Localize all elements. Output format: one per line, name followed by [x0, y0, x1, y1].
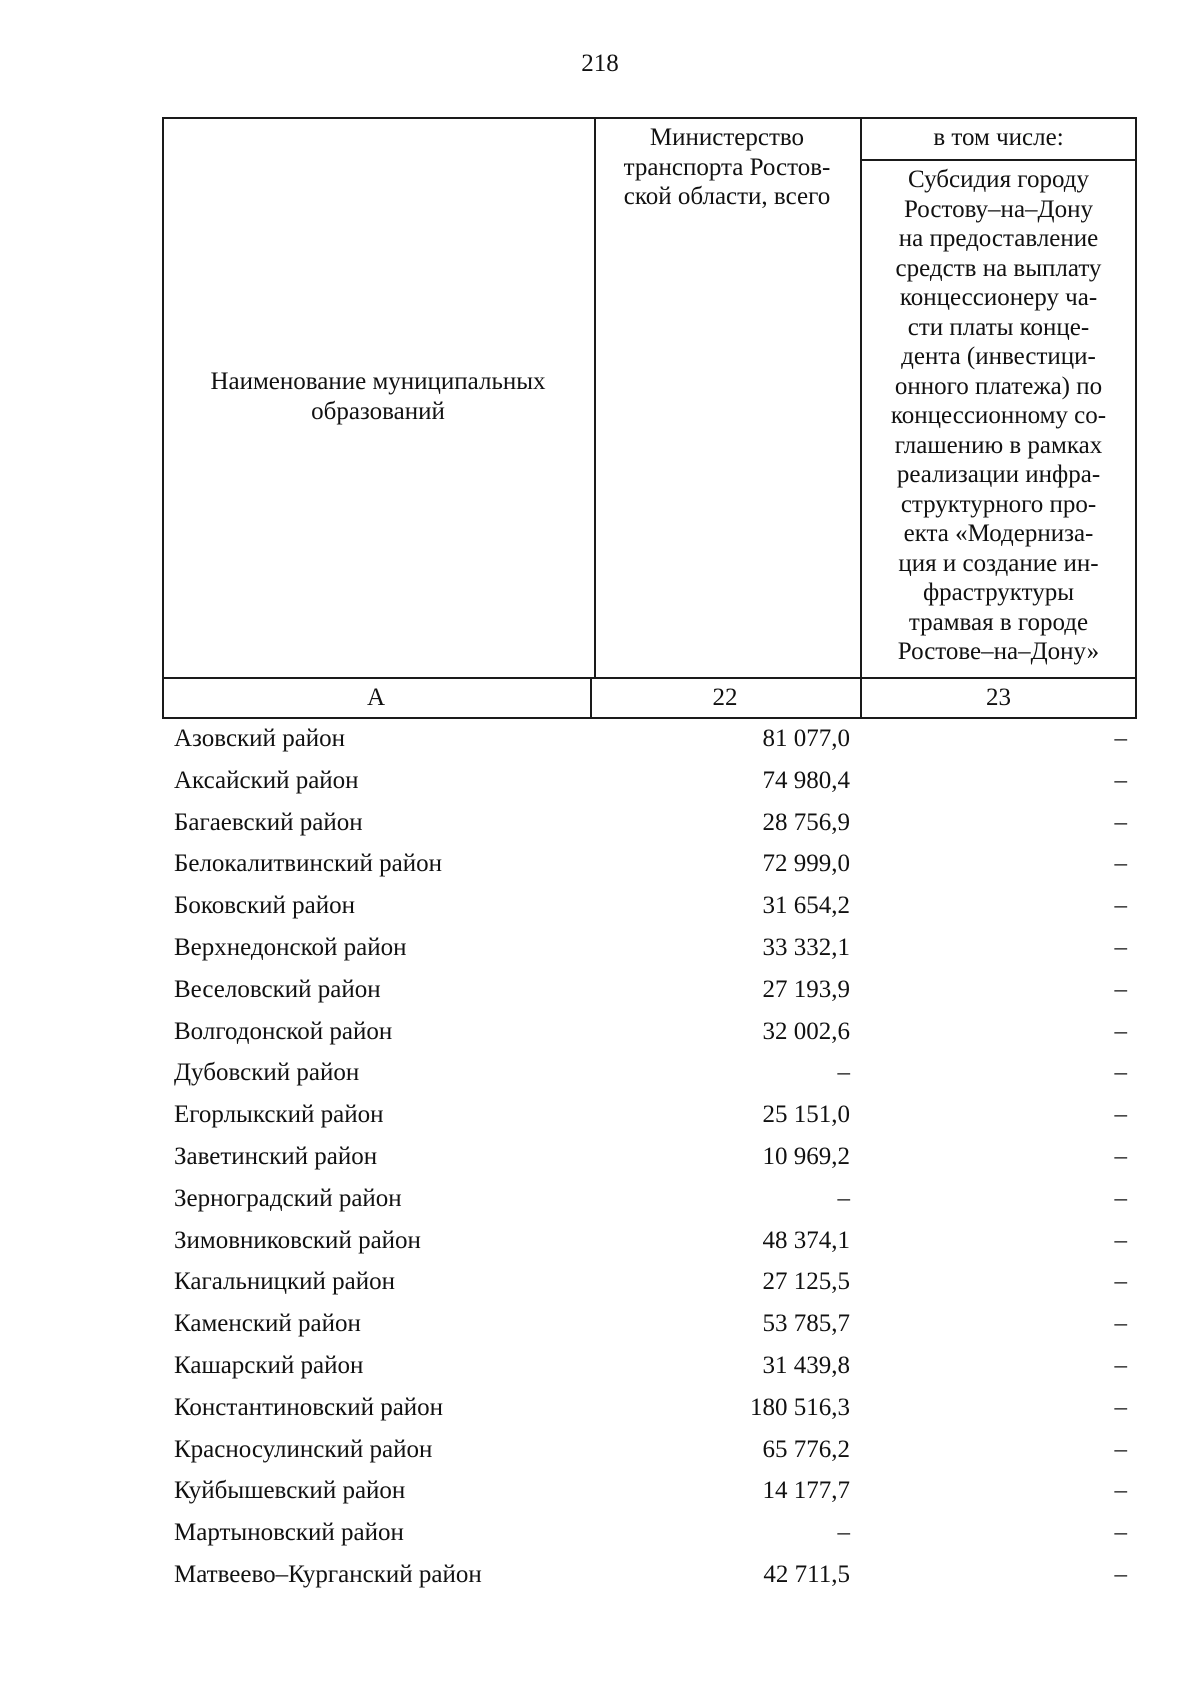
table-row — [0, 719, 1200, 761]
header-subsidy-column — [860, 165, 1137, 667]
row-subsidy: – — [1114, 892, 1127, 920]
table-row — [0, 803, 1200, 845]
header-subsidy-line-16: трамвая в городе — [908, 608, 1089, 636]
row-total: 42 711,5 — [763, 1560, 850, 1588]
row-total: 33 332,1 — [762, 933, 850, 961]
row-name: Егорлыкский район — [174, 1101, 384, 1129]
row-total: 31 654,2 — [762, 892, 850, 920]
row-subsidy: – — [1114, 1560, 1127, 1588]
table-row — [0, 1053, 1200, 1095]
header-subsidy-line-17: Ростове–на–Дону» — [897, 638, 1100, 665]
header-total-line-2: транспорта Ростов- — [623, 153, 831, 181]
row-name: Багаевский район — [174, 808, 363, 836]
header-subsidy-line-4: средств на выплату — [895, 254, 1102, 282]
table-row — [0, 886, 1200, 928]
row-subsidy: – — [1114, 850, 1127, 878]
row-subsidy: – — [1114, 1017, 1127, 1045]
row-name: Азовский район — [174, 725, 346, 752]
header-name-line-2: образований — [311, 397, 445, 425]
row-total: 14 177,7 — [762, 1477, 850, 1505]
table-row — [0, 1012, 1200, 1054]
header-subsidy-line-3: на предоставление — [898, 225, 1099, 252]
table-header — [162, 117, 1137, 717]
row-name: Зерноградский район — [174, 1184, 402, 1212]
row-name: Белокалитвинский район — [174, 850, 442, 878]
row-name: Верхнедонской район — [174, 933, 407, 961]
row-name: Зимовниковский район — [174, 1226, 421, 1254]
row-total: 31 439,8 — [762, 1351, 850, 1379]
header-num-22: 22 — [712, 684, 738, 711]
row-subsidy: – — [1114, 808, 1127, 836]
row-subsidy: – — [1114, 1477, 1127, 1505]
table-row — [0, 1095, 1200, 1137]
row-total: 25 151,0 — [762, 1101, 850, 1129]
row-name: Дубовский район — [174, 1059, 360, 1087]
row-subsidy: – — [1114, 975, 1127, 1003]
table-row — [0, 1221, 1200, 1263]
row-subsidy: – — [1114, 1519, 1127, 1547]
header-total-line-1: Министерство — [649, 124, 805, 151]
header-name-line-1: Наименование муниципальных — [210, 368, 546, 395]
header-subsidy-line-2: Ростову–на–Дону — [904, 195, 1093, 223]
table-row — [0, 844, 1200, 886]
header-subsidy-line-1: Субсидия городу — [908, 166, 1089, 193]
header-subsidy-line-10: глашению в рамках — [894, 431, 1103, 459]
row-total: 27 193,9 — [762, 975, 850, 1003]
row-subsidy: – — [1114, 1226, 1127, 1254]
table-row — [0, 1471, 1200, 1513]
table-body — [0, 719, 1200, 1597]
row-name: Заветинский район — [174, 1142, 378, 1170]
header-num-23: 23 — [986, 684, 1011, 711]
row-name: Матвеево–Курганский район — [174, 1560, 482, 1588]
row-name: Аксайский район — [174, 766, 359, 794]
row-name: Волгодонской район — [174, 1017, 393, 1045]
table-row — [0, 1304, 1200, 1346]
table-row — [0, 1179, 1200, 1221]
header-name-column — [162, 367, 594, 426]
row-name: Веселовский район — [174, 975, 381, 1003]
header-num-a: А — [366, 684, 386, 711]
row-total: 180 516,3 — [750, 1393, 850, 1421]
row-subsidy: – — [1114, 1142, 1127, 1170]
header-subsidy-line-15: фраструктуры — [922, 579, 1074, 606]
row-total: 28 756,9 — [762, 808, 850, 836]
row-name: Кагальницкий район — [174, 1268, 396, 1296]
row-name: Боковский район — [174, 892, 355, 920]
table-row — [0, 1137, 1200, 1179]
table-row — [0, 1513, 1200, 1555]
row-name: Мартыновский район — [174, 1519, 404, 1547]
table-row — [0, 1388, 1200, 1430]
row-name: Каменский район — [174, 1310, 361, 1338]
row-subsidy: – — [1114, 1101, 1127, 1129]
table-row — [0, 1262, 1200, 1304]
header-subsidy-line-8: онного платежа) по — [894, 372, 1103, 400]
row-subsidy: – — [1114, 1393, 1127, 1421]
row-subsidy: – — [1114, 1435, 1127, 1463]
table-row — [0, 970, 1200, 1012]
row-subsidy: – — [1114, 1310, 1127, 1338]
row-subsidy: – — [1114, 933, 1127, 961]
header-subsidy-line-14: ция и создание ин- — [898, 549, 1099, 577]
row-name: Константиновский район — [174, 1393, 444, 1421]
row-name: Куйбышевский район — [174, 1477, 406, 1505]
header-subsidy-line-6: сти платы конце- — [907, 313, 1090, 341]
table-row — [0, 1430, 1200, 1472]
table-row — [0, 928, 1200, 970]
row-subsidy: – — [1114, 1268, 1127, 1296]
header-top-border — [162, 117, 1137, 119]
row-subsidy: – — [1114, 1351, 1127, 1379]
row-total: 81 077,0 — [762, 725, 850, 752]
row-total: – — [837, 1059, 850, 1087]
header-subsidy-line-13: екта «Модерниза- — [903, 520, 1094, 547]
header-subsidy-line-11: реализации инфра- — [896, 461, 1101, 488]
row-subsidy: – — [1114, 725, 1127, 752]
row-total: – — [837, 1184, 850, 1212]
row-total: 10 969,2 — [762, 1142, 850, 1170]
page-number: 218 — [581, 50, 619, 77]
header-group-divider — [860, 159, 1137, 161]
header-subsidy-line-12: структурного про- — [900, 490, 1097, 518]
row-total: 27 125,5 — [762, 1268, 850, 1296]
row-total: 72 999,0 — [762, 850, 850, 878]
header-subsidy-line-5: концессионеру ча- — [899, 284, 1098, 311]
row-total: 74 980,4 — [762, 766, 850, 794]
header-numbering-top-border — [162, 677, 1137, 679]
row-subsidy: – — [1114, 766, 1127, 794]
row-subsidy: – — [1114, 1059, 1127, 1087]
row-subsidy: – — [1114, 1184, 1127, 1212]
row-name: Красносулинский район — [174, 1435, 433, 1463]
header-subsidy-line-7: дента (инвестици- — [901, 343, 1096, 370]
row-total: 53 785,7 — [762, 1310, 850, 1338]
table-row — [0, 1346, 1200, 1388]
table-row — [0, 1555, 1200, 1597]
row-total: 65 776,2 — [762, 1435, 850, 1463]
row-total: 48 374,1 — [762, 1226, 850, 1254]
header-total-line-3: ской области, всего — [623, 183, 831, 210]
row-total: – — [837, 1519, 850, 1547]
table-row — [0, 761, 1200, 803]
row-name: Кашарский район — [174, 1351, 364, 1379]
header-total-column — [594, 123, 860, 212]
header-group-label: в том числе: — [933, 124, 1064, 151]
row-total: 32 002,6 — [762, 1017, 850, 1045]
header-subsidy-line-9: концессионному со- — [890, 402, 1107, 429]
